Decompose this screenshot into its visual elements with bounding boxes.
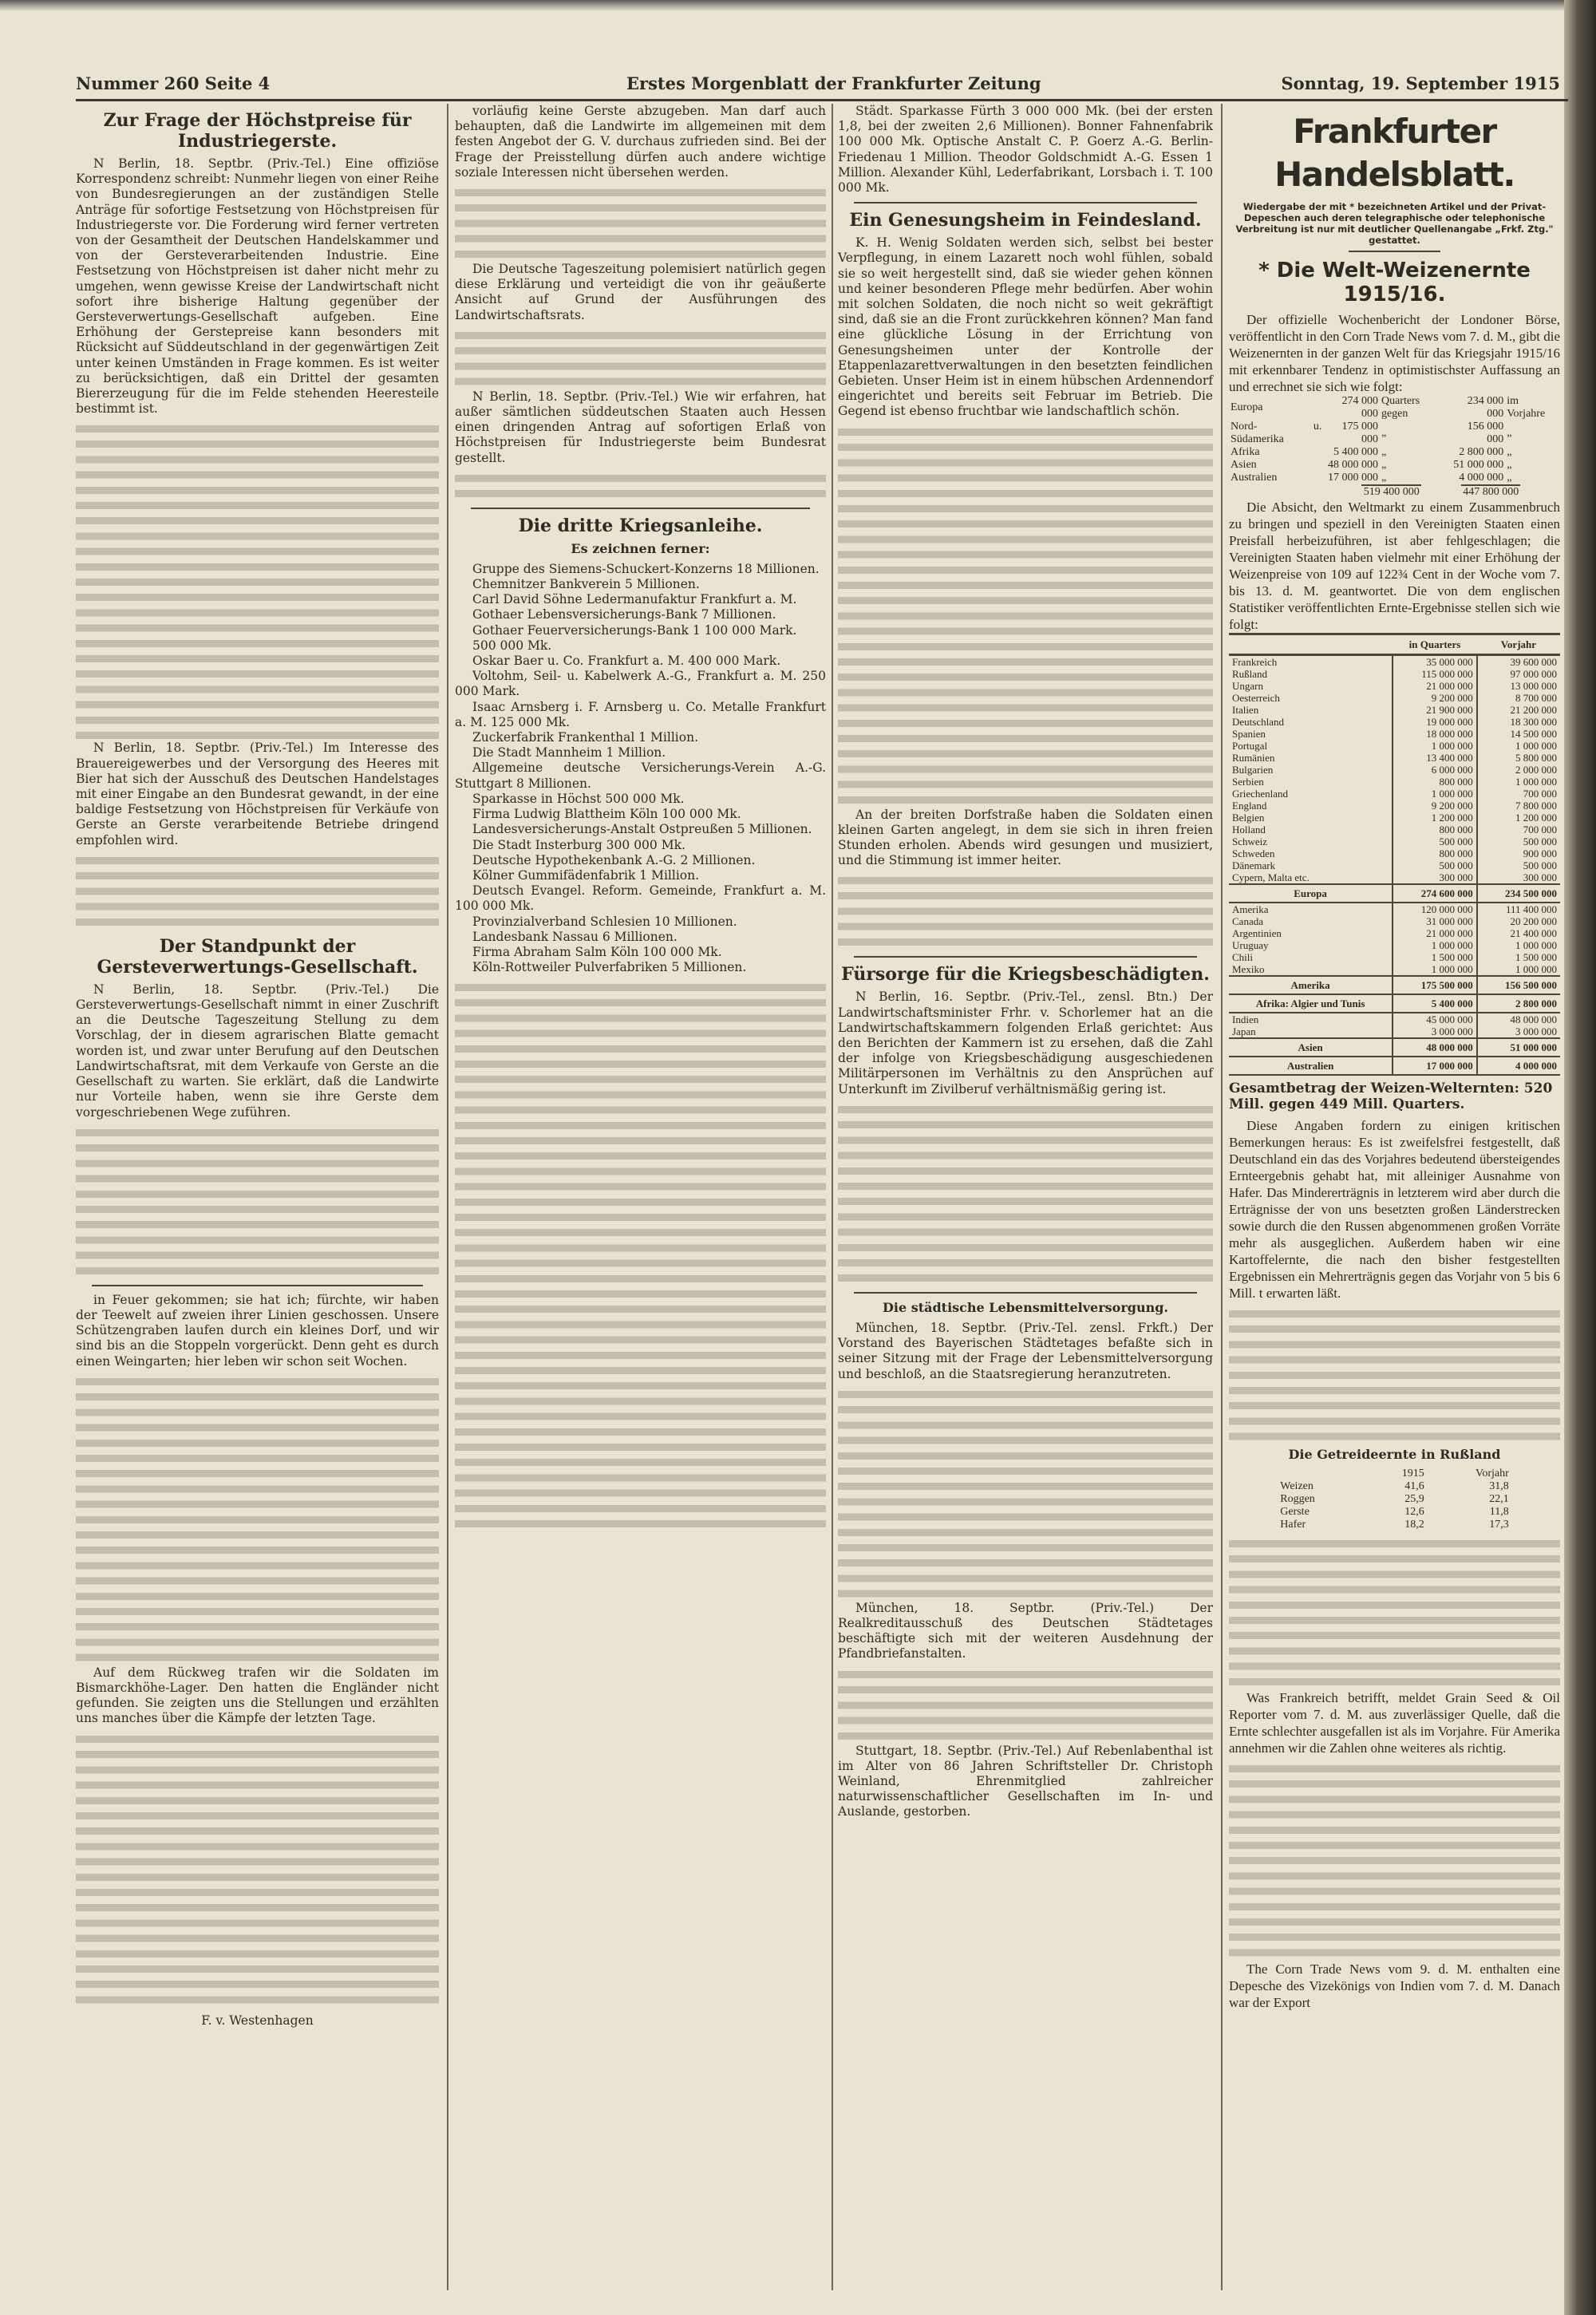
article-paragraph: N Berlin, 18. Septbr. (Priv.-Tel.) Wie wir erfahren, hat außer sämtlichen süddeutschen Staaten auch Hessen einen dringenden Antrag auf sofortigen Erlaß von Höchstpreisen für Industriegerste beim Bundesrat gestellt. xyxy=(455,389,826,465)
quarters-cell: 1 000 000 xyxy=(1393,963,1477,976)
quarters-cell: 18 300 000 xyxy=(1477,716,1560,728)
country-cell: Schweiz xyxy=(1232,836,1268,847)
summary-region: Nord- u. Südamerika xyxy=(1231,421,1322,445)
article-paragraph: N Berlin, 16. Septbr. (Priv.-Tel., zensl. Btn.) Der Landwirtschaftsminister Frhr. v. Schorlemer hat an die Landwirtschaftskammern folgenden Erlaß gerichtet: Aus den Berichten der Kammern ist zu ersehen, daß die Zahl der infolge von Kriegsbeschädigung ausgeschiedenen Militärpersonen im Verhältnis zu den Ansprüchen auf Unterkunft im Zivilberuf verhältnismäßig gering ist. xyxy=(838,990,1213,1096)
summary-row xyxy=(1229,421,1560,446)
table-cell: 12,6 xyxy=(1404,1506,1424,1518)
article-paragraph: Diese Angaben fordern zu einigen kritischen Bemerkungen heraus: Es ist zweifelsfrei festgestellt, daß Deutschland ein das des Vorjahres bedeutend übersteigendes Ernteergebnis gehabt hat, mit alleiniger Ausnahme von Hafer. Das Mindererträgnis in letzterem wird aber durch die Erträgnisse der von uns besetzten großen Länderstrecken sowie durch die den Russen abgenommenen großen Vorräte mehr als ausgeglichen. Außerdem haben wir eine Kartoffelernte, die nach den bisher festgestellten Ergebnissen ein Mehrerträgnis gegen das Vorjahr von 5 bis 6 Mill. t erwarten läßt. xyxy=(1229,1118,1560,1301)
table-row xyxy=(1229,716,1560,728)
article-paragraph: München, 18. Septbr. (Priv.-Tel.) Der Realkreditausschuß des Deutschen Städtetages beschäftigte sich mit der weiteren Ausdehnung der Pfandbriefanstalten. xyxy=(838,1600,1213,1661)
subscriber-entry: Sparkasse in Höchst 500 000 Mk. xyxy=(472,791,685,806)
summary-row xyxy=(1229,395,1560,421)
column-1 xyxy=(76,104,439,2029)
page-top-edge xyxy=(0,0,1596,11)
summary-region: Australien xyxy=(1231,472,1278,484)
article-paragraph: Die Deutsche Tageszeitung polemisiert natürlich gegen diese Erklärung und verteidigt die von ihr geäußerte Ansicht auf Grund der Ausführungen des Landwirtschaftsrats. xyxy=(455,262,826,322)
country-cell: Amerika xyxy=(1232,903,1269,915)
article-headline: Zur Frage der Höchstpreise für Industriegerste. xyxy=(103,110,412,152)
summary-current: 274 000 000 xyxy=(1341,395,1378,420)
country-cell: Spanien xyxy=(1232,728,1266,740)
quarters-cell: 800 000 xyxy=(1393,847,1477,859)
summary-total-previous: 447 800 000 xyxy=(1461,485,1521,499)
section-divider xyxy=(854,956,1197,958)
quarters-cell: 1 500 000 xyxy=(1477,951,1560,963)
table-row xyxy=(1229,1025,1560,1038)
quarters-cell: 300 000 xyxy=(1393,871,1477,884)
table-header-cell: in Quarters xyxy=(1393,634,1477,655)
quarters-cell: 9 200 000 xyxy=(1393,800,1477,812)
summary-region: Afrika xyxy=(1231,446,1260,458)
issue-date: Sonntag, 19. September 1915 xyxy=(1281,73,1560,93)
country-cell: Mexiko xyxy=(1232,963,1265,975)
table-total-row xyxy=(1229,1057,1560,1075)
table-total-row xyxy=(1229,976,1560,994)
table-row xyxy=(1229,859,1560,871)
subscriber-entry: Gothaer Feuerversicherungs-Bank 1 100 000 Mark. xyxy=(472,622,797,638)
country-cell: Serbien xyxy=(1232,776,1264,788)
quarters-cell: 21 200 000 xyxy=(1477,704,1560,716)
summary-region: Europa xyxy=(1231,401,1263,413)
quarters-cell: 1 000 000 xyxy=(1477,963,1560,976)
section-divider xyxy=(471,508,810,509)
table-row xyxy=(1229,963,1560,976)
article-paragraph: Städt. Sparkasse Fürth 3 000 000 Mk. (bei der ersten 1,8, bei der zweiten 2,6 Millionen). Bonner Fahnenfabrik 100 000 Mk. Optische Anstalt C. P. Goerz A.-G. Berlin-Friedenau 1 Million. Theodor Goldschmidt A.-G. Essen 1 Million. Alexander Kühl, Lederfabrikant, Lorsbach i. T. 100 000 Mk. xyxy=(838,104,1213,196)
table-row xyxy=(1229,692,1560,704)
country-cell: Oesterreich xyxy=(1232,692,1280,704)
country-cell: Belgien xyxy=(1232,812,1265,824)
summary-previous: 51 000 000 xyxy=(1453,459,1504,471)
article-paragraph: N Berlin, 18. Septbr. (Priv.-Tel.) Im Interesse des Brauereigewerbes und der Versorgung des Heeres mit Bier hat sich der Ausschuß des Deutschen Handelstages mit einer Eingabe an den Bundesrat gewandt, in der eine baldige Festsetzung von Höchstpreisen für Verkäufe von Gerste an Gerste verarbeitende Betriebe dringend empfohlen wird. xyxy=(76,741,439,847)
quarters-cell: 1 000 000 xyxy=(1393,788,1477,800)
table-header-cell xyxy=(1278,1468,1366,1480)
country-cell: Indien xyxy=(1232,1013,1259,1025)
table-row xyxy=(1229,1013,1560,1025)
table-title: Die Getreideernte in Rußland xyxy=(1288,1447,1501,1462)
subscriber-entry: Deutsch Evangel. Reform. Gemeinde, Frankfurt a. M. 100 000 Mk. xyxy=(455,883,826,914)
harvest-summary-table xyxy=(1229,395,1560,484)
quarters-cell: 111 400 000 xyxy=(1477,903,1560,915)
article-paragraph: An der breiten Dorfstraße haben die Soldaten einen kleinen Garten angelegt, in dem sie sich in ihren freien Stunden erholen. Abends wird gesungen und musiziert, und die Stimmung ist immer heiter. xyxy=(838,807,1213,868)
region-label: Afrika: Algier und Tunis xyxy=(1229,994,1393,1013)
quarters-cell: 48 000 000 xyxy=(1477,1013,1560,1025)
table-total-row xyxy=(1229,884,1560,903)
summary-unit: „ xyxy=(1381,472,1387,484)
table-row xyxy=(1229,836,1560,847)
table-row xyxy=(1229,740,1560,752)
table-row xyxy=(1278,1506,1511,1519)
article-text-block xyxy=(76,1374,439,1665)
total-cell: 48 000 000 xyxy=(1393,1038,1477,1057)
quarters-cell: 21 900 000 xyxy=(1393,704,1477,716)
quarters-cell: 800 000 xyxy=(1393,824,1477,836)
subscriber-entry: Chemnitzer Bankverein 5 Millionen. xyxy=(472,577,700,592)
quarters-cell: 500 000 xyxy=(1393,859,1477,871)
article-text-block xyxy=(455,471,826,501)
table-row xyxy=(1229,655,1560,669)
article-paragraph: in Feuer gekommen; sie hat ich; fürchte, wir haben der Teewelt auf zweien ihrer Linien geschossen. Unsere Schützengraben laufen durch ein kleines Dorf, und wir sind bis an die Stoppeln vorgerückt. Denn geht es durch einen Weingarten; hier leben wir schon seit Wochen. xyxy=(76,1292,439,1369)
summary-current: 175 000 000 xyxy=(1341,421,1378,445)
country-cell: Italien xyxy=(1232,704,1259,716)
subscriber-entry: 500 000 Mk. xyxy=(472,638,552,653)
subscriber-entry: Firma Ludwig Blattheim Köln 100 000 Mk. xyxy=(472,807,741,822)
summary-row xyxy=(1229,446,1560,459)
subscriber-entry: Deutsche Hypothekenbank A.-G. 2 Millionen. xyxy=(472,852,756,867)
table-row xyxy=(1229,752,1560,764)
table-header-row xyxy=(1278,1468,1511,1480)
summary-note: „ xyxy=(1507,446,1512,458)
article-paragraph: The Corn Trade News vom 9. d. M. enthalten eine Depesche des Vizekönigs von Indien vom 7. d. M. Danach war der Export xyxy=(1229,1961,1560,2010)
article-headline: Fürsorge für die Kriegsbeschädigten. xyxy=(841,964,1210,986)
region-label: Asien xyxy=(1229,1038,1393,1057)
table-row xyxy=(1229,800,1560,812)
table-total-row xyxy=(1229,1038,1560,1057)
subscriber-entry: Zuckerfabrik Frankenthal 1 Million. xyxy=(472,730,698,745)
country-cell: Cypern, Malta etc. xyxy=(1232,871,1310,883)
book-binding xyxy=(1564,0,1596,2315)
article-text-block xyxy=(838,873,1213,950)
summary-previous: 234 000 000 xyxy=(1467,395,1504,420)
handelsblatt-section xyxy=(1229,104,1560,2011)
country-cell: Canada xyxy=(1232,915,1263,927)
country-cell: Portugal xyxy=(1232,740,1268,752)
table-row xyxy=(1229,871,1560,884)
table-row xyxy=(1229,927,1560,939)
subscriber-entry: Allgemeine deutsche Versicherungs-Verein A.-G. Stuttgart 8 Millionen. xyxy=(455,760,826,791)
quarters-cell: 500 000 xyxy=(1477,836,1560,847)
article-paragraph: Der offizielle Wochenbericht der Londoner Börse, veröffentlicht in den Corn Trade News vom 7. d. M., gibt die Weizenernten in der ganzen Welt für das Kriegsjahr 1915/16 mit erkennbarer Tendenz in optimistischster Auffassung an und errechnet sie sich wie folgt: xyxy=(1229,312,1560,394)
subscriber-entry: Gothaer Lebensversicherungs-Bank 7 Millionen. xyxy=(472,607,776,622)
author-signature: F. v. Westenhagen xyxy=(201,2013,314,2028)
russia-harvest-table xyxy=(1278,1468,1511,1531)
quarters-cell: 1 000 000 xyxy=(1393,939,1477,951)
quarters-cell: 2 000 000 xyxy=(1477,764,1560,776)
article-text-block xyxy=(1229,1306,1560,1442)
table-row xyxy=(1229,812,1560,824)
country-cell: Uruguay xyxy=(1232,939,1269,951)
quarters-cell: 13 000 000 xyxy=(1477,680,1560,692)
quarters-cell: 9 200 000 xyxy=(1393,692,1477,704)
article-text-block xyxy=(76,853,439,930)
quarters-cell: 1 000 000 xyxy=(1477,776,1560,788)
quarters-cell: 1 000 000 xyxy=(1393,740,1477,752)
subscriber-list xyxy=(455,562,826,1531)
table-header-cell xyxy=(1229,634,1393,655)
quarters-cell: 20 200 000 xyxy=(1477,915,1560,927)
country-cell: Rumänien xyxy=(1232,752,1275,764)
summary-region: Asien xyxy=(1231,459,1257,471)
quarters-cell: 19 000 000 xyxy=(1393,716,1477,728)
table-cell: 25,9 xyxy=(1404,1493,1424,1505)
country-cell: Griechenland xyxy=(1232,788,1289,800)
country-cell: Dänemark xyxy=(1232,859,1276,871)
quarters-cell: 800 000 xyxy=(1393,776,1477,788)
table-cell: Roggen xyxy=(1280,1493,1315,1505)
table-header-cell: Vorjahr xyxy=(1476,1468,1509,1479)
subscriber-entry: Provinzialverband Schlesien 10 Millionen. xyxy=(472,914,737,929)
harvest-summary-total xyxy=(1229,484,1560,499)
summary-row xyxy=(1229,472,1560,484)
masthead xyxy=(76,70,1568,101)
subscriber-entry: Isaac Arnsberg i. F. Arnsberg u. Co. Metalle Frankfurt a. M. 125 000 Mk. xyxy=(455,699,826,729)
table-header-row xyxy=(1229,634,1560,655)
newspaper-title: Erstes Morgenblatt der Frankfurter Zeitung xyxy=(626,73,1041,93)
summary-previous: 4 000 000 xyxy=(1459,472,1504,484)
harvest-detail-table xyxy=(1229,633,1560,1076)
quarters-cell: 1 000 000 xyxy=(1477,740,1560,752)
total-cell: 274 600 000 xyxy=(1393,884,1477,903)
quarters-cell: 3 000 000 xyxy=(1477,1025,1560,1038)
article-text-block xyxy=(455,185,826,262)
quarters-cell: 1 200 000 xyxy=(1477,812,1560,824)
table-cell: 11,8 xyxy=(1489,1506,1509,1518)
article-text-block xyxy=(838,1387,1213,1601)
summary-current: 48 000 000 xyxy=(1327,459,1378,471)
article-text-block xyxy=(1229,1536,1560,1689)
table-row xyxy=(1278,1480,1511,1493)
article-text-block xyxy=(838,1102,1213,1286)
quarters-cell: 45 000 000 xyxy=(1393,1013,1477,1025)
article-paragraph: Die Absicht, den Weltmarkt zu einem Zusammenbruch zu bringen und speziell in den Vereinigten Staaten einen Preisfall herbeizuführen, ist aber fehlgeschlagen; die Vereinigten Staaten haben vielmehr mit einer Erhöhung der Weizenpreise von 109 auf 122¾ Cent in der Woche vom 7. bis 13. d. M. geantwortet. Die von dem englischen Statistiker veröffentlichten Ernte-Ergebnisse stellen sich wie folgt: xyxy=(1229,500,1560,632)
article-paragraph: Was Frankreich betrifft, meldet Grain Seed & Oil Reporter vom 7. d. M. aus zuverlässiger Quelle, daß die Ernte schlechter ausgefallen ist als im Vorjahre. Für Amerika annehmen wir die Zahlen ohne weiteres als richtig. xyxy=(1229,1690,1560,1756)
region-label: Europa xyxy=(1229,884,1393,903)
quarters-cell: 14 500 000 xyxy=(1477,728,1560,740)
quarters-cell: 97 000 000 xyxy=(1477,668,1560,680)
quarters-cell: 120 000 000 xyxy=(1393,903,1477,915)
summary-note: „ xyxy=(1507,472,1512,484)
table-row xyxy=(1229,915,1560,927)
table-row xyxy=(1229,903,1560,915)
subscriber-entry: Kölner Gummifädenfabrik 1 Million. xyxy=(472,867,700,883)
quarters-cell: 31 000 000 xyxy=(1393,915,1477,927)
subscriber-entry: Gruppe des Siemens-Schuckert-Konzerns 18 Millionen. xyxy=(472,561,820,576)
summary-current: 5 400 000 xyxy=(1333,446,1378,458)
total-cell: 4 000 000 xyxy=(1477,1057,1560,1075)
table-cell: 22,1 xyxy=(1489,1493,1509,1505)
table-header-cell: 1915 xyxy=(1401,1468,1424,1479)
country-cell: Deutschland xyxy=(1232,716,1284,728)
total-cell: 2 800 000 xyxy=(1477,994,1560,1013)
subscriber-entry: Carl David Söhne Ledermanufaktur Frankfurt a. M. xyxy=(472,592,797,607)
column-divider xyxy=(1221,104,1223,2290)
quarters-cell: 39 600 000 xyxy=(1477,655,1560,669)
country-cell: Argentinien xyxy=(1232,927,1282,939)
quarters-cell: 18 000 000 xyxy=(1393,728,1477,740)
quarters-cell: 3 000 000 xyxy=(1393,1025,1477,1038)
total-cell: 5 400 000 xyxy=(1393,994,1477,1013)
table-cell: Weizen xyxy=(1280,1480,1314,1492)
subscriber-entry: Firma Abraham Salm Köln 100 000 Mk. xyxy=(472,944,722,959)
article-paragraph: vorläufig keine Gerste abzugeben. Man darf auch behaupten, daß die Landwirte im allgemeinen mit dem festen Angebot der G. V. durchaus zufrieden sind. Bei der Frage der Preisstellung dürfen auch andere wichtige soziale Interessen nicht übersehen werden. xyxy=(455,104,826,180)
column-2 xyxy=(455,104,826,1531)
article-text-block xyxy=(76,421,439,741)
quarters-cell: 700 000 xyxy=(1477,824,1560,836)
country-cell: Rußland xyxy=(1232,668,1268,680)
issue-number: Nummer 260 Seite 4 xyxy=(76,73,271,93)
article-paragraph: N Berlin, 18. Septbr. (Priv.-Tel.) Eine offiziöse Korrespondenz schreibt: Nunmehr liegen von einer Reihe von Bundesregierungen an der zuständigen Stelle Anträge für sofortige Festsetzung von Höchstpreisen für Industriegerste vor. Die Forderung wird ferner vertreten von der Gesamtheit der Deutschen Handelskammer und von der Gersteverarbeitenden Industrie. Eine Festsetzung von Höchstpreisen ist daher nicht mehr zu umgehen, wenn gewisse Kreise der Landwirtschaft nicht sofort ihre bisherige Haltung gegenüber der Gersteverwertungs-Gesellschaft aufgeben. Eine Erhöhung der Gerstepreise kann besonders mit Rücksicht auf Süddeutschland in der gegenwärtigen Zeit unter keinen Umständen in Frage kommen. Es ist weiter zu berücksichtigen, daß ein Drittel der gesamten Biererzeugung für die im Felde stehenden Heeresteile bestimmt ist. xyxy=(76,156,439,417)
quarters-cell: 6 000 000 xyxy=(1393,764,1477,776)
table-cell: Hafer xyxy=(1280,1519,1306,1531)
country-cell: Schweden xyxy=(1232,847,1275,859)
article-text-block xyxy=(455,328,826,389)
quarters-cell: 500 000 xyxy=(1393,836,1477,847)
article-subheadline: Es zeichnen ferner: xyxy=(571,540,710,556)
table-header-cell: Vorjahr xyxy=(1477,634,1560,655)
country-cell: England xyxy=(1232,800,1267,812)
subscriber-entry: Voltohm, Seil- u. Kabelwerk A.-G., Frankfurt a. M. 250 000 Mark. xyxy=(455,669,826,699)
column-divider xyxy=(447,104,448,2290)
table-row xyxy=(1278,1493,1511,1506)
article-headline: Die städtische Lebensmittelversorgung. xyxy=(883,1299,1168,1315)
table-row xyxy=(1229,668,1560,680)
summary-note: „ xyxy=(1507,459,1512,471)
article-headline: * Die Welt-Weizenernte 1915/16. xyxy=(1258,259,1531,306)
quarters-cell: 21 000 000 xyxy=(1393,927,1477,939)
table-cell: 18,2 xyxy=(1404,1519,1424,1531)
subscriber-entry: Die Stadt Mannheim 1 Million. xyxy=(472,745,666,760)
table-cell: 41,6 xyxy=(1404,1480,1424,1492)
quarters-cell: 5 800 000 xyxy=(1477,752,1560,764)
summary-unit: „ xyxy=(1381,427,1387,439)
table-row xyxy=(1229,704,1560,716)
handelsblatt-title: Frankfurter Handelsblatt. xyxy=(1274,112,1515,194)
article-paragraph: K. H. Wenig Soldaten werden sich, selbst bei bester Verpflegung, in einem Lazarett noch wohl fühlen, sobald sie so weit hergestellt sind, daß sie wieder gehen können und keiner besonderen Pflege mehr bedürfen. Aber wohin mit solchen Soldaten, die noch nicht so weit gekräftigt sind, daß sie an die Front zurückkehren können? Man fand eine glückliche Lösung in der Errichtung von Genesungsheimen unter der Kontrolle der Etappenlazarettverwaltungen in den besetzten feindlichen Gebieten. Unser Heim ist in einem hübschen Ardennendorf eingerichtet und bereits seit Februar im Betrieb. Die Gegend ist ebenso fruchtbar wie landschaftlich schön. xyxy=(838,235,1213,419)
table-row xyxy=(1229,847,1560,859)
region-label: Australien xyxy=(1229,1057,1393,1075)
table-row xyxy=(1229,764,1560,776)
summary-total-current: 519 400 000 xyxy=(1361,485,1421,499)
quarters-cell: 13 400 000 xyxy=(1393,752,1477,764)
section-divider xyxy=(1349,251,1440,252)
subscriber-entry: Köln-Rottweiler Pulverfabriken 5 Millionen. xyxy=(472,960,747,975)
subscriber-entry: Oskar Baer u. Co. Frankfurt a. M. 400 000 Mark. xyxy=(472,654,781,669)
country-cell: Chili xyxy=(1232,951,1254,963)
subscriber-entry: Landesversicherungs-Anstalt Ostpreußen 5 Millionen. xyxy=(472,822,812,837)
article-paragraph: München, 18. Septbr. (Priv.-Tel. zensl. Frkft.) Der Vorstand des Bayerischen Städtetages befaßte sich in seiner Sitzung mit der Frage der Lebensmittelversorgung und beschloß, an die Staatsregierung heranzutreten. xyxy=(838,1320,1213,1381)
quarters-cell: 21 400 000 xyxy=(1477,927,1560,939)
reproduction-notice: Wiedergabe der mit * bezeichneten Artikel und der Privat-Depeschen auch deren telegraphische oder telephonische Verbreitung ist nur mit deutlicher Quellenangabe „Frkf. Ztg." gestattet. xyxy=(1235,201,1554,246)
article-headline: Der Standpunkt der Gersteverwertungs-Gesellschaft. xyxy=(97,935,418,978)
table-row xyxy=(1229,939,1560,951)
summary-unit: „ xyxy=(1381,459,1387,471)
quarters-cell: 1 000 000 xyxy=(1477,939,1560,951)
article-text-block xyxy=(838,425,1213,808)
table-row xyxy=(1229,788,1560,800)
region-label: Amerika xyxy=(1229,976,1393,994)
quarters-cell: 35 000 000 xyxy=(1393,655,1477,669)
summary-previous: 2 800 000 xyxy=(1459,446,1504,458)
summary-note: „ xyxy=(1507,427,1512,439)
summary-previous: 156 000 000 xyxy=(1467,421,1504,445)
table-total-row xyxy=(1229,994,1560,1013)
section-divider xyxy=(854,202,1197,203)
table-row xyxy=(1229,776,1560,788)
quarters-cell: 115 000 000 xyxy=(1393,668,1477,680)
article-headline: Ein Genesungsheim in Feindesland. xyxy=(849,210,1202,231)
total-cell: 156 500 000 xyxy=(1477,976,1560,994)
article-text-block xyxy=(455,980,826,1531)
quarters-cell: 21 000 000 xyxy=(1393,680,1477,692)
quarters-cell: 1 500 000 xyxy=(1393,951,1477,963)
table-row xyxy=(1229,728,1560,740)
table-cell: Gerste xyxy=(1280,1506,1310,1518)
country-cell: Bulgarien xyxy=(1232,764,1274,776)
article-text-block xyxy=(838,1667,1213,1744)
table-cell: 17,3 xyxy=(1489,1519,1509,1531)
article-paragraph: N Berlin, 18. Septbr. (Priv.-Tel.) Die Gersteverwertungs-Gesellschaft nimmt in einer Zuschrift an die Deutsche Tageszeitung Stellung zu dem Vorschlag, der in diesem agrarischen Blatte gemacht worden ist, und zwar unter Berufung auf den Deutschen Landwirtschaftsrat, mit dem Verkaufe von Gerste an die Gesellschaft zu warten. Sie erklärt, daß die Landwirte nur Vorteile haben, wenn sie ihre Gerste dem vorgeschriebenen Wege zuführen. xyxy=(76,982,439,1120)
total-headline: Gesamtbetrag der Weizen-Welternten: 520 Mill. gegen 449 Mill. Quarters. xyxy=(1229,1080,1553,1112)
summary-unit: Quarters gegen xyxy=(1381,395,1420,420)
article-paragraph: Stuttgart, 18. Septbr. (Priv.-Tel.) Auf Rebenlabenthal ist im Alter von 86 Jahren Schriftsteller Dr. Christoph Weinland, Ehrenmitglied zahlreicher naturwissenschaftlicher Gesellschaften im In- und Auslande, gestorben. xyxy=(838,1743,1213,1819)
country-cell: Ungarn xyxy=(1232,680,1263,692)
article-text-block xyxy=(76,1732,439,2007)
total-cell: 51 000 000 xyxy=(1477,1038,1560,1057)
quarters-cell: 500 000 xyxy=(1477,859,1560,871)
table-row xyxy=(1229,951,1560,963)
subscriber-entry: Die Stadt Insterburg 300 000 Mk. xyxy=(472,837,685,852)
table-cell: 31,8 xyxy=(1489,1480,1509,1492)
article-text-block xyxy=(76,1125,439,1278)
subscriber-entry: Landesbank Nassau 6 Millionen. xyxy=(472,929,678,944)
quarters-cell: 900 000 xyxy=(1477,847,1560,859)
column-divider xyxy=(832,104,833,2290)
article-text-block xyxy=(1229,1761,1560,1961)
section-divider xyxy=(854,1292,1197,1294)
article-paragraph: Auf dem Rückweg trafen wir die Soldaten im Bismarckhöhe-Lager. Den hatten die Engländer nicht gefunden. Sie zeigten uns die Stellungen und erzählten uns manches über die Kämpfe der letzten Tage. xyxy=(76,1665,439,1726)
column-3 xyxy=(838,104,1213,1820)
quarters-cell: 8 700 000 xyxy=(1477,692,1560,704)
section-divider xyxy=(92,1285,423,1286)
summary-row xyxy=(1229,459,1560,472)
quarters-cell: 700 000 xyxy=(1477,788,1560,800)
total-cell: 175 500 000 xyxy=(1393,976,1477,994)
summary-note: im Vorjahre xyxy=(1507,395,1546,420)
country-cell: Japan xyxy=(1232,1025,1256,1037)
country-cell: Frankreich xyxy=(1232,656,1278,668)
quarters-cell: 7 800 000 xyxy=(1477,800,1560,812)
quarters-cell: 300 000 xyxy=(1477,871,1560,884)
country-cell: Holland xyxy=(1232,824,1266,836)
quarters-cell: 1 200 000 xyxy=(1393,812,1477,824)
table-row xyxy=(1278,1519,1511,1531)
total-cell: 234 500 000 xyxy=(1477,884,1560,903)
total-cell: 17 000 000 xyxy=(1393,1057,1477,1075)
summary-unit: „ xyxy=(1381,446,1387,458)
summary-current: 17 000 000 xyxy=(1327,472,1378,484)
article-headline: Die dritte Kriegsanleihe. xyxy=(518,515,763,536)
table-row xyxy=(1229,680,1560,692)
table-row xyxy=(1229,824,1560,836)
